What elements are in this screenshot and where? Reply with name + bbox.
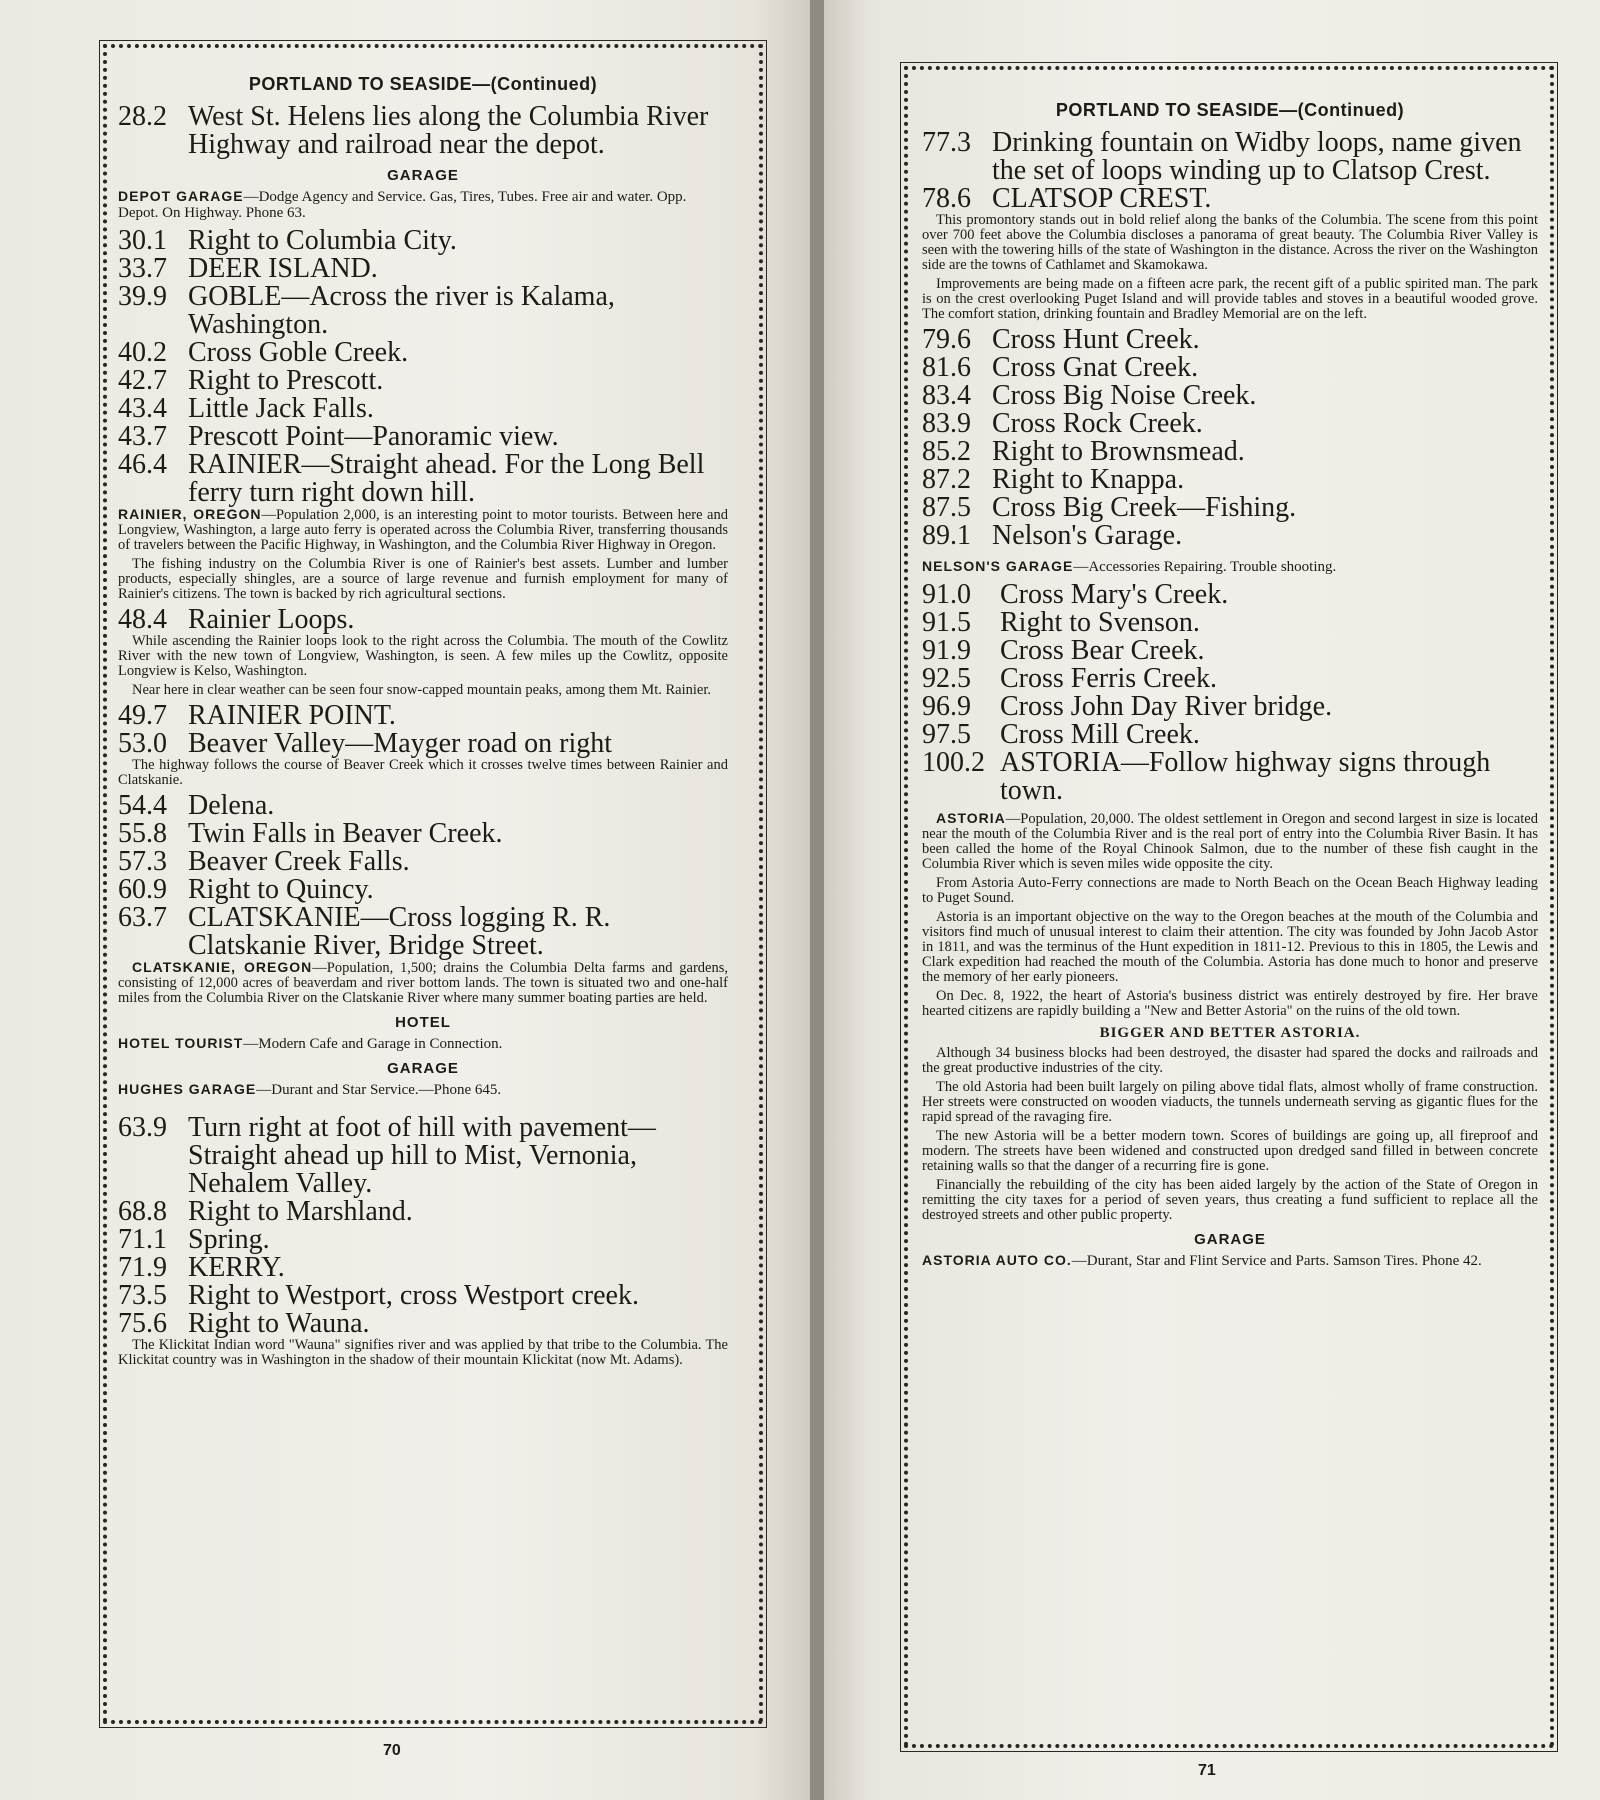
entry-text: Right to Quincy. (188, 874, 374, 905)
road-log-entry (922, 609, 1538, 637)
road-log-entry (118, 339, 728, 367)
mileage: 40.2 (118, 337, 167, 368)
entry-text: Cross Mill Creek. (1000, 719, 1200, 750)
entry-text: Beaver Valley—Mayger road on right (188, 728, 613, 759)
mileage: 48.4 (118, 604, 167, 635)
road-log-entry (118, 255, 728, 283)
section-heading-garage: GARAGE (387, 167, 459, 184)
road-log-entry (118, 1254, 728, 1282)
hotel-listing (118, 1035, 728, 1052)
entry-text: Beaver Creek Falls. (188, 846, 410, 877)
entry-text: Right to Columbia City. (188, 225, 457, 256)
wauna-note: The Klickitat Indian word "Wauna" signifies river and was applied by that tribe to the Columbia. The Klickitat country was in Washington in the shadow of their mountain Klickitat (now Mt. Adams). (118, 1337, 728, 1368)
mileage: 91.0 (922, 579, 971, 610)
entry-text: Prescott Point—Panoramic view. (188, 421, 559, 452)
garage-listing (118, 188, 728, 221)
mileage: 39.9 (118, 281, 167, 312)
entry-text: Cross Hunt Creek. (992, 324, 1200, 355)
entry-text: Right to Marshland. (188, 1196, 413, 1227)
mileage: 49.7 (118, 700, 167, 731)
mileage: 53.0 (118, 728, 167, 759)
mileage: 97.5 (922, 719, 971, 750)
town-name: RAINIER, OREGON (118, 506, 262, 522)
entry-text: Right to Knappa. (992, 464, 1185, 495)
road-log-entry (922, 721, 1538, 749)
right-page (824, 0, 1600, 1800)
mileage: 96.9 (922, 691, 971, 722)
mileage: 87.5 (922, 492, 971, 523)
entry-list (118, 103, 728, 159)
left-content (118, 74, 728, 1372)
road-log-entry (922, 665, 1538, 693)
town-description-text: —Population 2,000, is an interesting point to motor tourists. Between here and Longview, Washington, a large auto ferry is operated across the Columbia River, transferring thousands of travelers between the Pacific Highway, in Washington, and the Columbia River Highway in Oregon. (118, 507, 728, 553)
entry-text: Cross Goble Creek. (188, 337, 409, 368)
mileage: 91.5 (922, 607, 971, 638)
mileage: 71.1 (118, 1224, 167, 1255)
mileage: 57.3 (118, 846, 167, 877)
garage-listing (922, 1252, 1538, 1269)
town-description (118, 507, 728, 553)
town-description-text: —Population, 1,500; drains the Columbia Delta farms and gardens, consisting of 12,000 acres of beaverdam and river bottom lands. The town is situated two and one-half miles from the Columbia River on the Clatskanie River where many summer boating parties are held. (118, 960, 728, 1006)
garage-listing (118, 1081, 728, 1098)
town-description (118, 960, 728, 1006)
mileage: 83.9 (922, 408, 971, 439)
entry-text: Spring. (188, 1224, 270, 1255)
road-log-entry (922, 637, 1538, 665)
road-log-entry (922, 410, 1538, 438)
section-heading-hotel: HOTEL (395, 1014, 451, 1031)
beaver-creek-note: The highway follows the course of Beaver Creek which it crosses twelve times between Rainier and Clatskanie. (118, 757, 728, 788)
entry-text: Right to Svenson. (1000, 607, 1200, 638)
page-number: 70 (383, 1742, 401, 1759)
mileage: 83.4 (922, 380, 971, 411)
town-description-text: —Population, 20,000. The oldest settlement in Oregon and second largest in size is located near the mouth of the Columbia River and is the real port of entry into the Columbia River Basin. It has been called the home of the Royal Chinook Salmon, due to the number of these fish caught in the Columbia River which is seven miles wide opposite the city. (922, 811, 1538, 872)
astoria-paragraph: The old Astoria had been built largely on piling above tidal flats, almost wholly of frame construction. Her streets were constructed on wooden viaducts, the tunnels underneath serving as gigantic flues for the rapid spread of the ravaging fire. (922, 1079, 1538, 1125)
entry-list (118, 702, 728, 758)
mileage: 75.6 (118, 1308, 167, 1339)
road-log-entry (922, 494, 1538, 522)
mileage: 55.8 (118, 818, 167, 849)
entry-text: West St. Helens lies along the Columbia River Highway and railroad near the depot. (188, 101, 709, 160)
loops-note-2: Near here in clear weather can be seen four snow-capped mountain peaks, among them Mt. Rainier. (132, 682, 711, 698)
road-log-entry (922, 129, 1538, 185)
road-log-entry (118, 730, 728, 758)
road-log-entry (118, 1114, 728, 1198)
entry-text: Cross Mary's Creek. (1000, 579, 1229, 610)
page-number: 71 (1198, 1762, 1216, 1779)
entry-text: Cross Rock Creek. (992, 408, 1203, 439)
mileage: 43.7 (118, 421, 167, 452)
road-log-entry (118, 848, 728, 876)
mileage: 54.4 (118, 790, 167, 821)
entry-list (118, 1114, 728, 1338)
entry-text: Nelson's Garage. (992, 520, 1183, 551)
listing-name: DEPOT GARAGE (118, 188, 244, 204)
road-log-entry (118, 876, 728, 904)
mileage: 60.9 (118, 874, 167, 905)
road-log-entry (118, 227, 728, 255)
mileage: 28.2 (118, 101, 167, 132)
crest-note: This promontory stands out in bold relief along the banks of the Columbia. The scene from this point over 700 feet above the Columbia discloses a panorama of great beauty. The Columbia River Valley is seen with the towering hills of the state of Washington in the distance. Across the river on the Washington side are the towns of Cathlamet and Skamokawa. (922, 212, 1538, 273)
road-log-entry (118, 702, 728, 730)
entry-list (922, 129, 1538, 213)
running-head: PORTLAND TO SEASIDE—(Continued) (248, 74, 598, 94)
entry-text: ASTORIA—Follow highway signs through town. (1000, 747, 1491, 806)
mileage: 89.1 (922, 520, 971, 551)
entry-text: Right to Wauna. (188, 1308, 370, 1339)
town-description-paragraph: The fishing industry on the Columbia River is one of Rainier's best assets. Lumber and lumber products, especially shingles, are a source of large revenue and furnish employment for many of Rainier's citizens. The town is backed by rich agricultural sections. (118, 556, 728, 602)
road-log-entry (118, 1310, 728, 1338)
entry-text: KERRY. (188, 1252, 285, 1283)
entry-list (118, 227, 728, 507)
road-log-entry (922, 326, 1538, 354)
town-name: CLATSKANIE, OREGON (132, 959, 313, 975)
mileage: 63.7 (118, 902, 167, 933)
astoria-paragraph: Astoria is an important objective on the way to the Oregon beaches at the mouth of the Columbia and visitors find much of unusual interest to claim their attention. The city was founded by John Jacob Astor in 1811, and was the terminus of the Hunt expedition in 1811-12. Previous to this in 1805, the Lewis and Clark expedition had reached the mouth of the Columbia. Astoria has done much to honor and preserve the memory of her early pioneers. (922, 909, 1538, 985)
mileage: 71.9 (118, 1252, 167, 1283)
entry-text: Cross Big Noise Creek. (992, 380, 1257, 411)
mileage: 46.4 (118, 449, 167, 480)
road-log-entry (118, 792, 728, 820)
listing-details: —Modern Cafe and Garage in Connection. (243, 1036, 503, 1052)
road-log-entry (922, 749, 1538, 805)
mileage: 79.6 (922, 324, 971, 355)
mileage: 63.9 (118, 1112, 167, 1143)
listing-name: NELSON'S GARAGE (922, 558, 1074, 574)
astoria-paragraph: From Astoria Auto-Ferry connections are made to North Beach on the Ocean Beach Highway leading to Puget Sound. (922, 875, 1538, 906)
entry-text: Right to Westport, cross Westport creek. (188, 1280, 639, 1311)
mileage: 43.4 (118, 393, 167, 424)
entry-text: Cross Bear Creek. (1000, 635, 1205, 666)
listing-name: ASTORIA AUTO CO. (922, 1252, 1072, 1268)
road-log-entry (118, 1226, 728, 1254)
entry-text: Drinking fountain on Widby loops, name given the set of loops winding up to Clatsop Crest. (992, 127, 1522, 186)
mileage: 73.5 (118, 1280, 167, 1311)
right-content (922, 100, 1538, 1275)
road-log-entry (118, 606, 728, 634)
entry-list (118, 606, 728, 634)
road-log-entry (118, 395, 728, 423)
section-heading-bigger-better: BIGGER AND BETTER ASTORIA. (1099, 1025, 1361, 1041)
mileage: 33.7 (118, 253, 167, 284)
entry-text: Little Jack Falls. (188, 393, 374, 424)
entry-text: Cross John Day River bridge. (1000, 691, 1333, 722)
road-log-entry (922, 354, 1538, 382)
astoria-paragraph: On Dec. 8, 1922, the heart of Astoria's business district was entirely destroyed by fire. Her brave hearted citizens are rapidly building a "New and Better Astoria" on the ruins of the old town. (922, 988, 1538, 1019)
road-log-entry (118, 283, 728, 339)
road-log-entry (922, 522, 1538, 550)
mileage: 77.3 (922, 127, 971, 158)
listing-details: —Accessories Repairing. Trouble shooting. (1073, 559, 1337, 575)
listing-details: —Durant and Star Service.—Phone 645. (256, 1082, 502, 1098)
road-log-entry (922, 581, 1538, 609)
road-log-entry (118, 820, 728, 848)
mileage: 87.2 (922, 464, 971, 495)
entry-text: Turn right at foot of hill with pavement—Straight ahead up hill to Mist, Vernonia, Nehalem Valley. (188, 1112, 656, 1199)
mileage: 81.6 (922, 352, 971, 383)
road-log-entry (922, 438, 1538, 466)
entry-list (118, 792, 728, 960)
entry-text: Cross Big Creek—Fishing. (992, 492, 1297, 523)
entry-text: Delena. (188, 790, 275, 821)
garage-listing (922, 558, 1538, 575)
running-head: PORTLAND TO SEASIDE—(Continued) (1055, 100, 1405, 120)
listing-details: —Durant, Star and Flint Service and Parts. Samson Tires. Phone 42. (1071, 1253, 1482, 1269)
entry-text: Right to Prescott. (188, 365, 384, 396)
entry-text: Right to Brownsmead. (992, 436, 1245, 467)
astoria-paragraph: Financially the rebuilding of the city has been aided largely by the action of the State of Oregon in remitting the city taxes for a period of seven years, thus creating a fund sufficient to replace all the destroyed streets and other public property. (922, 1177, 1538, 1223)
listing-name: HOTEL TOURIST (118, 1035, 244, 1051)
road-log-entry (922, 382, 1538, 410)
mileage: 30.1 (118, 225, 167, 256)
road-log-entry (118, 1198, 728, 1226)
mileage: 100.2 (922, 747, 985, 778)
mileage: 78.6 (922, 183, 971, 214)
mileage: 68.8 (118, 1196, 167, 1227)
road-log-entry (118, 1282, 728, 1310)
loops-note: While ascending the Rainier loops look to the right across the Columbia. The mouth of the Cowlitz River with the new town of Longview, Washington, is seen. A few miles up the Cowlitz, opposite Longview is Kelso, Washington. (118, 633, 728, 679)
entry-text: Cross Gnat Creek. (992, 352, 1199, 383)
mileage: 91.9 (922, 635, 971, 666)
mileage: 42.7 (118, 365, 167, 396)
entry-text: DEER ISLAND. (188, 253, 378, 284)
road-log-entry (118, 367, 728, 395)
entry-list (922, 326, 1538, 550)
entry-text: RAINIER POINT. (188, 700, 396, 731)
entry-list (922, 581, 1538, 805)
entry-text: GOBLE—Across the river is Kalama, Washington. (188, 281, 615, 340)
road-log-entry (922, 185, 1538, 213)
entry-text: Cross Ferris Creek. (1000, 663, 1217, 694)
road-log-entry (922, 466, 1538, 494)
listing-name: HUGHES GARAGE (118, 1081, 257, 1097)
entry-text: Rainier Loops. (188, 604, 355, 635)
section-heading-garage: GARAGE (387, 1060, 459, 1077)
entry-text: Twin Falls in Beaver Creek. (188, 818, 503, 849)
astoria-paragraph: The new Astoria will be a better modern town. Scores of buildings are going up, all fireproof and modern. The streets have been widened and constructed upon dredged sand filled in between concrete retaining walls so that the danger of a recurring fire is gone. (922, 1128, 1538, 1174)
entry-text: CLATSOP CREST. (992, 183, 1212, 214)
mileage: 92.5 (922, 663, 971, 694)
town-description (922, 811, 1538, 872)
listing-details: —Dodge Agency and Service. Gas, Tires, Tubes. Free air and water. Opp. Depot. On Highway. Phone 63. (118, 189, 687, 221)
crest-note-2: Improvements are being made on a fifteen acre park, the recent gift of a public spirited man. The park is on the crest overlooking Puget Island and will provide tables and stoves in a beautiful wooded grove. The comfort station, drinking fountain and Bradley Memorial are on the left. (922, 276, 1538, 322)
road-log-entry (922, 693, 1538, 721)
astoria-paragraph: Although 34 business blocks had been destroyed, the disaster had spared the docks and railroads and the great productive industries of the city. (922, 1045, 1538, 1076)
entry-text: RAINIER—Straight ahead. For the Long Bell ferry turn right down hill. (188, 449, 705, 508)
road-log-entry (118, 451, 728, 507)
road-log-entry (118, 423, 728, 451)
entry-text: CLATSKANIE—Cross logging R. R. Clatskanie River, Bridge Street. (188, 902, 611, 961)
section-heading-garage: GARAGE (1194, 1231, 1266, 1248)
mileage: 85.2 (922, 436, 971, 467)
town-name: ASTORIA (936, 810, 1006, 826)
road-log-entry (118, 103, 728, 159)
road-log-entry (118, 904, 728, 960)
